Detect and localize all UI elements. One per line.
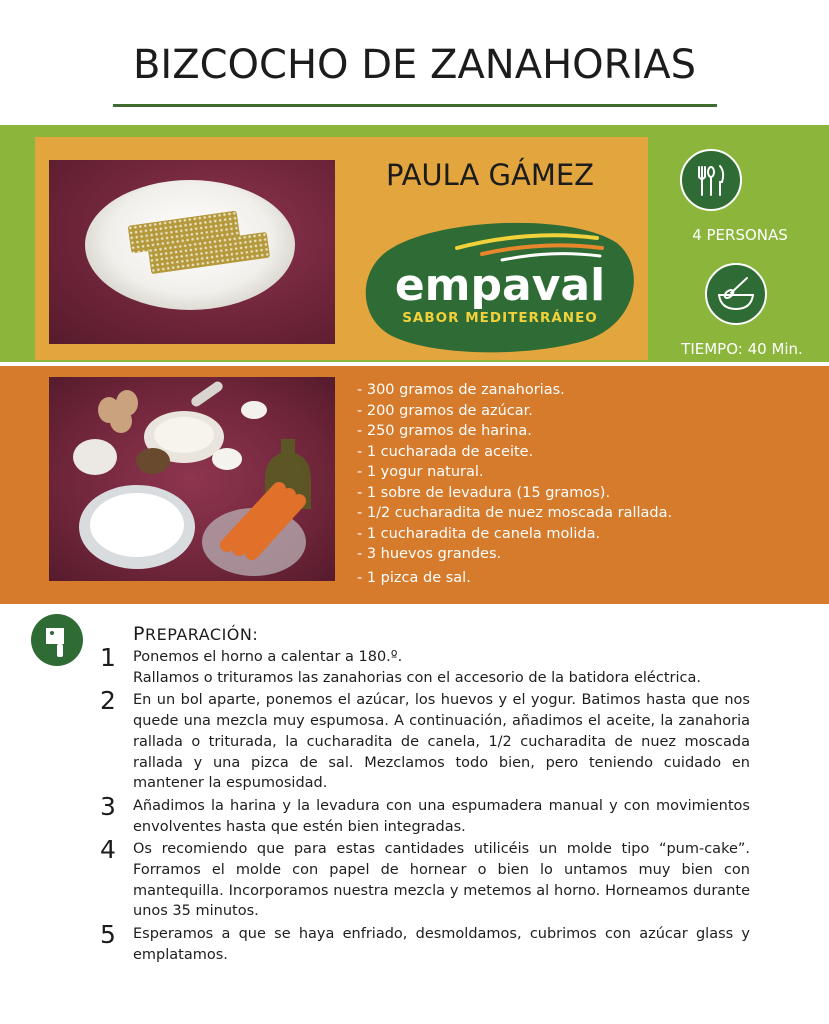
preparation-heading: PREPARACIÓN: <box>133 623 259 645</box>
knife-icon <box>31 614 83 666</box>
ingredient-item: - 1 sobre de levadura (15 gramos). <box>357 484 611 501</box>
ingredient-item: - 3 huevos grandes. <box>357 546 502 562</box>
ingredient-item: - 250 gramos de harina. <box>357 423 532 439</box>
step-number: 4 <box>100 835 116 865</box>
eggs <box>98 390 138 433</box>
whisk-bowl-icon <box>705 263 767 325</box>
ingredients-list <box>357 380 672 588</box>
step-2 <box>100 686 750 794</box>
ingredient-item: - 300 gramos de zanahorias. <box>357 382 565 398</box>
logo-tagline: SABOR MEDITERRÁNEO <box>402 310 598 326</box>
ingredients-photo <box>49 377 335 581</box>
step-number: 3 <box>100 791 116 821</box>
time-text: TIEMPO: 40 Min. <box>681 340 803 358</box>
step-number: 2 <box>100 686 116 716</box>
logo-brand: empaval <box>394 260 606 311</box>
step-1 <box>100 643 750 688</box>
ingredient-item: - 1/2 cucharadita de nuez moscada rallada. <box>357 505 673 521</box>
recipe-title: BIZCOCHO DE ZANAHORIAS <box>132 42 696 88</box>
servings-text: 4 PERSONAS <box>692 226 788 244</box>
step-5 <box>100 920 750 965</box>
step-number: 1 <box>100 643 116 672</box>
preparation-steps <box>100 643 750 968</box>
step-text: En un bol aparte, ponemos el azúcar, los huevos y el yogur. Batimos hasta que nos quede una mezcla muy espumosa. A continuación, añadimos el aceite, la zanahoria rallada o triturada, la cucharadita de canela, 1/2 cucharadita de nuez moscada rallada y una pizca de sal. Mezclamos todo bien, pero teniendo cuidado en mantener la espumosidad. <box>133 692 750 792</box>
step-3 <box>100 791 750 837</box>
step-text: Os recomiendo que para estas cantidades utilicéis un molde tipo “pum-cake”. Forramos el molde con papel de hornear o bien lo untamos muy bien con mantequilla. Incorporamos nuestra mezcla y metemos al horno. Horneamos durante unos 35 minutos. <box>133 841 750 920</box>
ingredient-item: - 1 yogur natural. <box>357 464 484 480</box>
empaval-logo <box>362 218 639 353</box>
ingredient-item: - 200 gramos de azúcar. <box>357 402 533 419</box>
ingredient-item: - 1 cucharadita de canela molida. <box>357 525 601 542</box>
step-4 <box>100 835 750 922</box>
ingredient-item: - 1 cucharada de aceite. <box>357 443 534 460</box>
cutlery-icon <box>680 149 742 211</box>
step-text: Ponemos el horno a calentar a 180.º. <box>133 649 403 665</box>
ingredient-item: - 1 pizca de sal. <box>357 569 471 586</box>
author-name: PAULA GÁMEZ <box>385 158 595 192</box>
cake-photo <box>49 160 335 344</box>
step-number: 5 <box>100 920 116 950</box>
title-divider <box>113 104 717 107</box>
step-text: Esperamos a que se haya enfriado, desmoldamos, cubrimos con azúcar glass y emplatamos. <box>133 926 750 963</box>
step-text: Añadimos la harina y la levadura con una espumadera manual y con movimientos envolventes hasta que estén bien integradas. <box>133 797 750 835</box>
step-text: Rallamos o trituramos las zanahorias con el accesorio de la batidora eléctrica. <box>133 669 701 686</box>
